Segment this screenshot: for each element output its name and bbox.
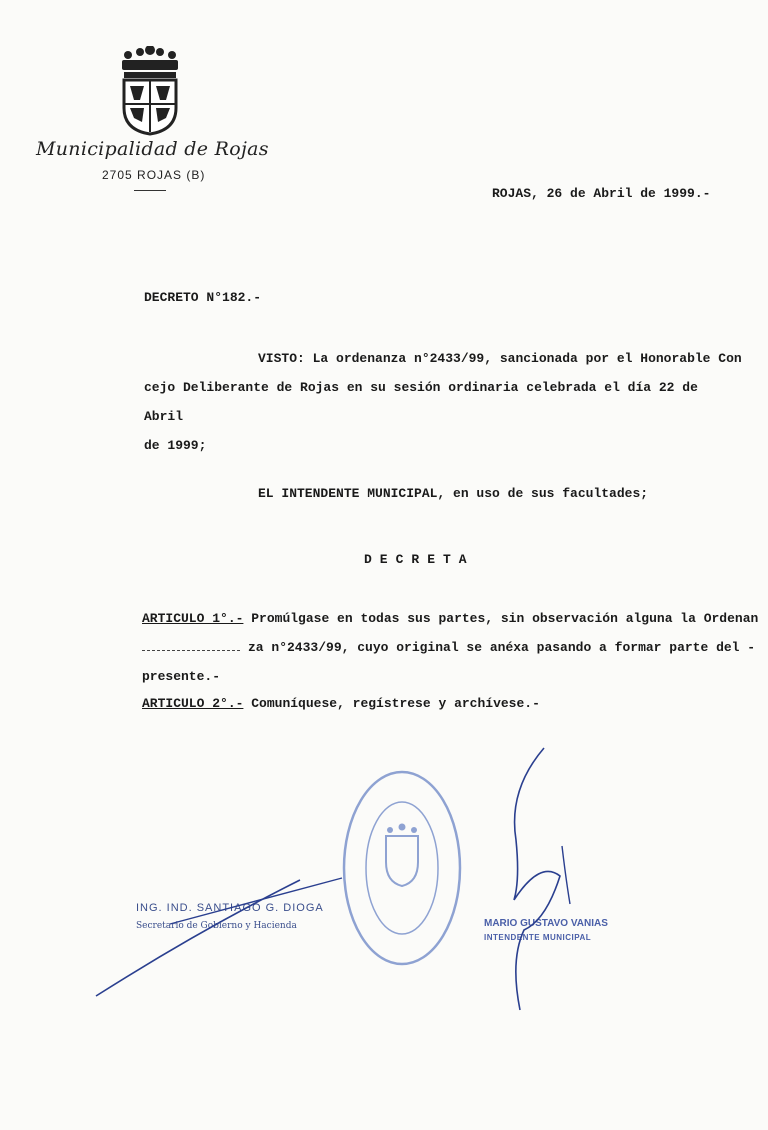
article-label: ARTICULO 1°.- [142,611,244,626]
intendente-name: MARIO GUSTAVO VANIAS [484,918,608,929]
intendente-role: INTENDENTE MUNICIPAL [484,933,592,942]
decreta-heading: DECRETA [364,552,475,567]
secretary-name: ING. IND. SANTIAGO G. DIOGA [136,902,324,914]
intendente-signature-stroke [514,748,560,1010]
dash-rule [142,644,240,651]
coat-of-arms-icon [116,46,184,136]
document-date: ROJAS, 26 de Abril de 1999.- [492,186,711,201]
visto-paragraph [144,344,744,460]
secretary-signature-block [136,902,324,931]
secretary-signature-stroke [96,880,300,996]
visto-line: VISTO: La ordenanza n°2433/99, sancionada por el Honorable Con [258,351,742,366]
article-text: Promúlgase en todas sus partes, sin observación alguna la Ordenan [251,611,759,626]
article-text: presente.- [142,669,221,684]
article-label: ARTICULO 2°.- [142,696,244,711]
municipal-stamp-icon [338,766,466,970]
letterhead-divider [134,190,166,191]
article-text: Comuníquese, regístrese y archívese.- [251,696,540,711]
article-2 [142,696,752,711]
article-text: za n°2433/99, cuyo original se anéxa pasando a formar parte del - [248,640,756,655]
visto-line: cejo Deliberante de Rojas en su sesión ordinaria celebrada el día 22 de Abril [144,380,698,424]
letterhead-name: Municipalidad de Rojas [36,138,269,160]
intendente-signature-block [484,918,608,942]
decree-number: DECRETO N°182.- [144,290,262,305]
visto-line: de 1999; [144,438,207,453]
article-1 [142,604,759,691]
intendente-signature-stroke [562,846,570,904]
letterhead-address: 2705 ROJAS (B) [102,168,206,182]
secretary-role: Secretario de Gobierno y Hacienda [136,921,297,931]
intendente-statement: EL INTENDENTE MUNICIPAL, en uso de sus facultades; [258,486,649,501]
